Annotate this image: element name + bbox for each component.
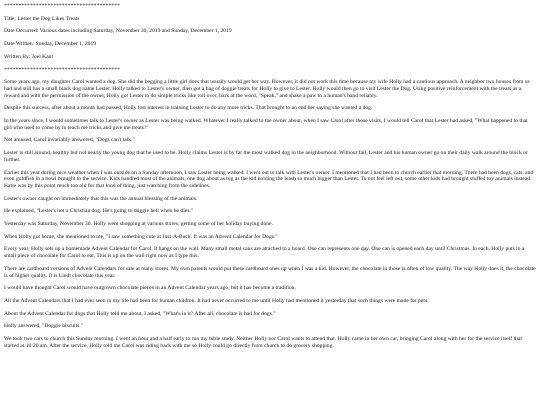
body-paragraph: Holly answered, "Doggie biscuits." [4,323,83,330]
separator-line-bottom: **************************************** [4,66,120,73]
body-paragraph: Lester's owner caught on immediately that this was the annual blessing of the animals. [4,195,198,202]
body-paragraph: Yesterday was Saturday, November 30. Holly went shopping at various stores, getting some of her holiday buying done. [4,221,273,228]
date-occurred-line: Date Occurred: Various dates including Saturday, November 30, 2019 and Sunday, December 1, 2019 [4,28,232,35]
separator-line-top: **************************************** [4,3,120,9]
body-paragraph: He explained, "Lester's not a Christian dog. He's going to doggie hell when he dies." [4,208,194,215]
body-paragraph: About the Advent Calendar for dogs that Holly told me about, I asked, "What's in it? After all, chocolate is bad for dogs." [4,310,276,317]
body-paragraph: Not amused, Carol invariably answered, "Dogs can't talk." [4,137,135,144]
body-paragraph: In the years since, I would sometimes talk to Lester's owner as Lester was being walked. Whatever I really talked to the owner about, when I saw Carol after those visits, I would tell Carol that Lester had asked, "What happened to that girl who used to come by to teach me tricks and give me treats?" [4,118,528,131]
body-paragraph: Some years ago, my daughter Carol wanted a dog. She did the begging a little girl does that usually would get her way. However, it did not work this time because my wife Holly had a cautious approach. A neighbor two houses from us had and still has a small black dog name Lester. Holly talked to Lester's owner, then got a bag of doggie treats for Holly to give to Lester. Holly would then go to visit Lester the Dog. Using positive reinforcement with the treats as a reward and with the permission of the owner, Holly got Lester to do simple tricks like roll over, bark at the word, "Speak," and shake a paw to a human's hand reliably. [4,79,530,99]
document-title: Title: Lester the Dog Likes Treats [4,15,80,22]
date-written-line: Date Written: Sunday, December 1, 2019 [4,41,97,48]
body-paragraph: Earlier this year during nice weather when I was outside on a Sunday afternoon, I saw Lester being walked. I went out to talk with Lester's owner. I mentioned that I had been to church earlier that morning. There had been dogs, cats, and even goldfish in a bowl brought to the service. Kids handled most of the animals, one dog about as big as the kid holding the leash so much bigger than Lester. To not feel left out, some other kids had brought stuffed toy animals instead. Katie was by this point much too old for that kind of thing, just watching from the sidelines. [4,169,534,189]
body-paragraph: Lester is still around, healthy but not nearly the young dog that he used to be. Holly claims Lester is by far the most walked dog in the neighborhood. Without fail, Lester and his human owner go on their daily walk around the block or further. [4,150,528,163]
written-by-line: Written By: Joel Kant [4,53,54,60]
body-paragraph: All the Advent Calendars that I had ever seen in my life had been for human children. It had never occurred to me until Holly had mentioned it yesterday that such things were made for pets. [4,297,429,304]
body-paragraph: When Holly got home, she mentioned to me, "I saw something cute at Just-A-Buck. It was an Advent Calendar for Dogs." [4,233,278,240]
body-paragraph: We took two cars to church this Sunday morning. I went an hour and a half early to run my bible study. Neither Holly nor Carol wants to attend that. Holly came in her own car, bringing Carol along with her for the service itself that started at 10:20 am. After the service, Holly told me Carol was riding back with me so Holly could go directly from church to do grocery shopping. [4,336,522,349]
body-paragraph: Every year, Holly sets up a homemade Advent Calendar for Carol. It hangs on the wall. Many small metal cans are attached to a board. One can represents one day. One can is opened each day until Christmas. In each, Holly puts in a small piece of chocolate for Carol to eat. This is up on the wall right now as I type this. [4,246,525,260]
body-paragraph: Despite this success, after about a month had passed, Holly lost interest in training Lester to do any more tricks. That brought to an end her saying she wanted a dog. [4,105,373,112]
body-paragraph: I would have thought Carol would have outgrown chocolate pieces in an Advent Calendar years ago, but it has become a tradition. [4,285,296,292]
body-paragraph: There are cardboard versions of Advent Calendars for sale at many stores. My own parents would put these cardboard ones up when I was a kid. However, the chocolate in those is often of low quality. The way Holly does it, the chocolate is of higher quality. It is Lindt chocolate this year. [4,265,536,279]
